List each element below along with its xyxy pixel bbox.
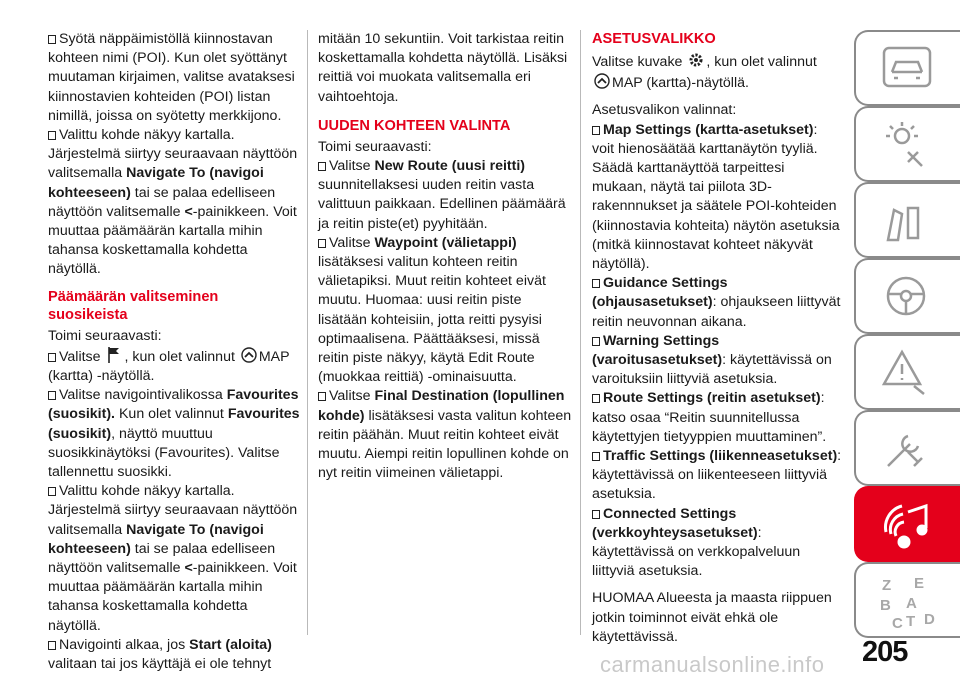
intro-text: Toimi seuraavasti:: [48, 327, 162, 344]
checkbox-bullet-icon: [592, 337, 600, 346]
destination-flag-icon: [106, 346, 122, 364]
intro-text: Toimi seuraavasti:: [318, 138, 432, 155]
multimedia-icon: [878, 498, 938, 553]
tab-key-seat[interactable]: [854, 182, 960, 258]
paragraph: Navigointi alkaa, jos Start (aloita) valitaan tai jos käyttäjä ei ole tehnyt: [48, 636, 272, 673]
svg-text:T: T: [906, 613, 916, 630]
checkbox-bullet-icon: [592, 452, 600, 461]
svg-text:A: A: [906, 595, 917, 612]
checkbox-bullet-icon: [48, 131, 56, 140]
paragraph: Valitse kuvake , kun olet valinnut MAP (kartta)-näytöllä.: [592, 51, 842, 93]
paragraph: Valitse New Route (uusi reitti) suunnitellaksesi uuden reitin vasta valittuun paikkaan. Edellinen päämäärä ja reitin piste(et) pyyhitään.: [318, 158, 566, 232]
paragraph: Warning Settings (varoitusasetukset): käytettävissä on varoituksiin liittyviä asetuksia.: [592, 332, 832, 388]
page-number: 205: [862, 636, 908, 668]
paragraph: mitään 10 sekuntiin. Voit tarkistaa reitin koskettamalla kohdetta näytöllä. Lisäksi reittiä voi muokata valitsemalla eri vaihtoehtoja.: [318, 31, 568, 105]
checkbox-bullet-icon: [592, 394, 600, 403]
tab-index[interactable]: [854, 562, 960, 638]
paragraph: Valittu kohde näkyy kartalla. Järjestelmä siirtyy seuraavaan näyttöön valitsemalla Navigate To (navigoi kohteeseen) tai se palaa edelliseen näyttöön valitsemalle <-painikkeen. Voit muuttaa päämäärän kartalla mihin tahansa koskettamalla kohdetta näytöllä.: [48, 483, 298, 634]
paragraph: Connected Settings (verkkoyhteysasetukset): käytettävissä on verkkopalveluun liittyviä asetuksia.: [592, 505, 801, 580]
checkbox-bullet-icon: [592, 126, 600, 135]
steering-wheel-icon: [878, 270, 938, 325]
checkbox-bullet-icon: [318, 239, 326, 248]
index-letters-icon: [878, 574, 948, 634]
column-divider: [580, 30, 581, 635]
gear-icon: [688, 51, 704, 69]
svg-text:E: E: [914, 575, 925, 592]
tab-warning[interactable]: [854, 334, 960, 410]
tab-steering[interactable]: [854, 258, 960, 334]
svg-text:Z: Z: [882, 577, 892, 594]
paragraph: Map Settings (kartta-asetukset): voit hienosäätää karttanäytön tyyliä. Säädä karttanäyttöä tarpeittesi mukaan, näytä tai piilota 3D-rakennnukset ja säätele POI-kohteiden (kiinnostavia kohteita) näytön asetuksia (mitkä kiinnostavat kohteet näkyvät näytöllä).: [592, 121, 840, 273]
tools-icon: [878, 422, 938, 477]
car-info-icon: [878, 42, 938, 97]
column-1: [48, 30, 300, 674]
paragraph: Syötä näppäimistöllä kiinnostavan kohteen nimi (POI). Kun olet syöttänyt muutaman kirjaimen, valitse avataksesi kiinnostavien kohteiden (POI) listan nimillä, joissa on syötetty merkkijono.: [48, 31, 295, 124]
section-heading: Päämäärän valitseminen suosikeista: [48, 288, 219, 323]
intro-text: Asetusvalikon valinnat:: [592, 102, 737, 119]
key-seat-icon: [878, 194, 938, 249]
checkbox-bullet-icon: [592, 279, 600, 288]
tab-tools[interactable]: [854, 410, 960, 486]
tab-car-info[interactable]: [854, 30, 960, 106]
paragraph: Valitse Final Destination (lopullinen kohde) lisätäksesi vasta valitun kohteen reitin päähän. Muut reitin kohteet eivät muutu. Aiempi reitin lopullinen kohde on nyt reitin viimeinen välietappi.: [318, 388, 572, 482]
paragraph: Traffic Settings (liikenneasetukset): käytettävissä on liikenteeseen liittyviä asetuksia.: [592, 448, 842, 503]
paragraph: Valitse , kun olet valinnut MAP (kartta) -näytöllä.: [48, 346, 300, 386]
checkbox-bullet-icon: [318, 162, 326, 171]
column-divider: [307, 30, 308, 635]
checkbox-bullet-icon: [48, 391, 56, 400]
paragraph: Valittu kohde näkyy kartalla. Järjestelmä siirtyy seuraavaan näyttöön valitsemalla Navigate To (navigoi kohteeseen) tai se palaa edelliseen näyttöön valitsemalle <-painikkeen. Voit muuttaa päämäärän kartalla mihin tahansa koskettamalla kohdetta näytöllä.: [48, 127, 298, 278]
svg-text:C: C: [892, 615, 903, 632]
section-heading: ASETUSVALIKKO: [592, 31, 716, 47]
paragraph: Valitse Waypoint (välietappi) lisätäksesi valitun kohteen reitin välietapiksi. Muut reitin kohteet eivät muutu. Huomaa: uusi reitin piste lisätään kohteisiin, jotta reitti pysyisi optimaalisena. Päättääksesi, missä reitin piste näkyy, käytä Edit Route (muokkaa reittiä) -ominaisuutta.: [318, 234, 546, 386]
checkbox-bullet-icon: [48, 641, 56, 650]
checkbox-bullet-icon: [318, 392, 326, 401]
warning-triangle-wrench-icon: [878, 346, 938, 401]
tab-warning-lights[interactable]: [854, 106, 960, 182]
svg-text:B: B: [880, 597, 891, 614]
svg-text:D: D: [924, 611, 935, 628]
column-3: [592, 30, 842, 647]
chevron-up-icon: [594, 72, 610, 90]
section-heading: UUDEN KOHTEEN VALINTA: [318, 117, 511, 134]
paragraph: Route Settings (reitin asetukset): katso osaa “Reitin suunnitellussa käytettyjen tietyyppien muuttaminen”.: [592, 390, 827, 445]
paragraph: Guidance Settings (ohjausasetukset): ohjaukseen liittyvät reitin neuvonnan aikana.: [592, 275, 841, 330]
warning-lights-icon: [878, 118, 938, 173]
watermark: carmanualsonline.info: [600, 652, 825, 677]
checkbox-bullet-icon: [592, 510, 600, 519]
checkbox-bullet-icon: [48, 35, 56, 44]
checkbox-bullet-icon: [48, 353, 56, 362]
note-text: HUOMAA Alueesta ja maasta riippuen jotkin toiminnot eivät ehkä ole käytettävissä.: [592, 590, 832, 645]
column-2: [318, 30, 573, 483]
checkbox-bullet-icon: [48, 487, 56, 496]
chevron-up-icon: [241, 346, 257, 364]
tab-multimedia[interactable]: [854, 486, 960, 562]
paragraph: Valitse navigointivalikossa Favourites (suosikit). Kun olet valinnut Favourites (suosikit), näyttö muuttuu suosikkinäytöksi (Favourites). Valitse tallennettu suosikki.: [48, 387, 300, 481]
